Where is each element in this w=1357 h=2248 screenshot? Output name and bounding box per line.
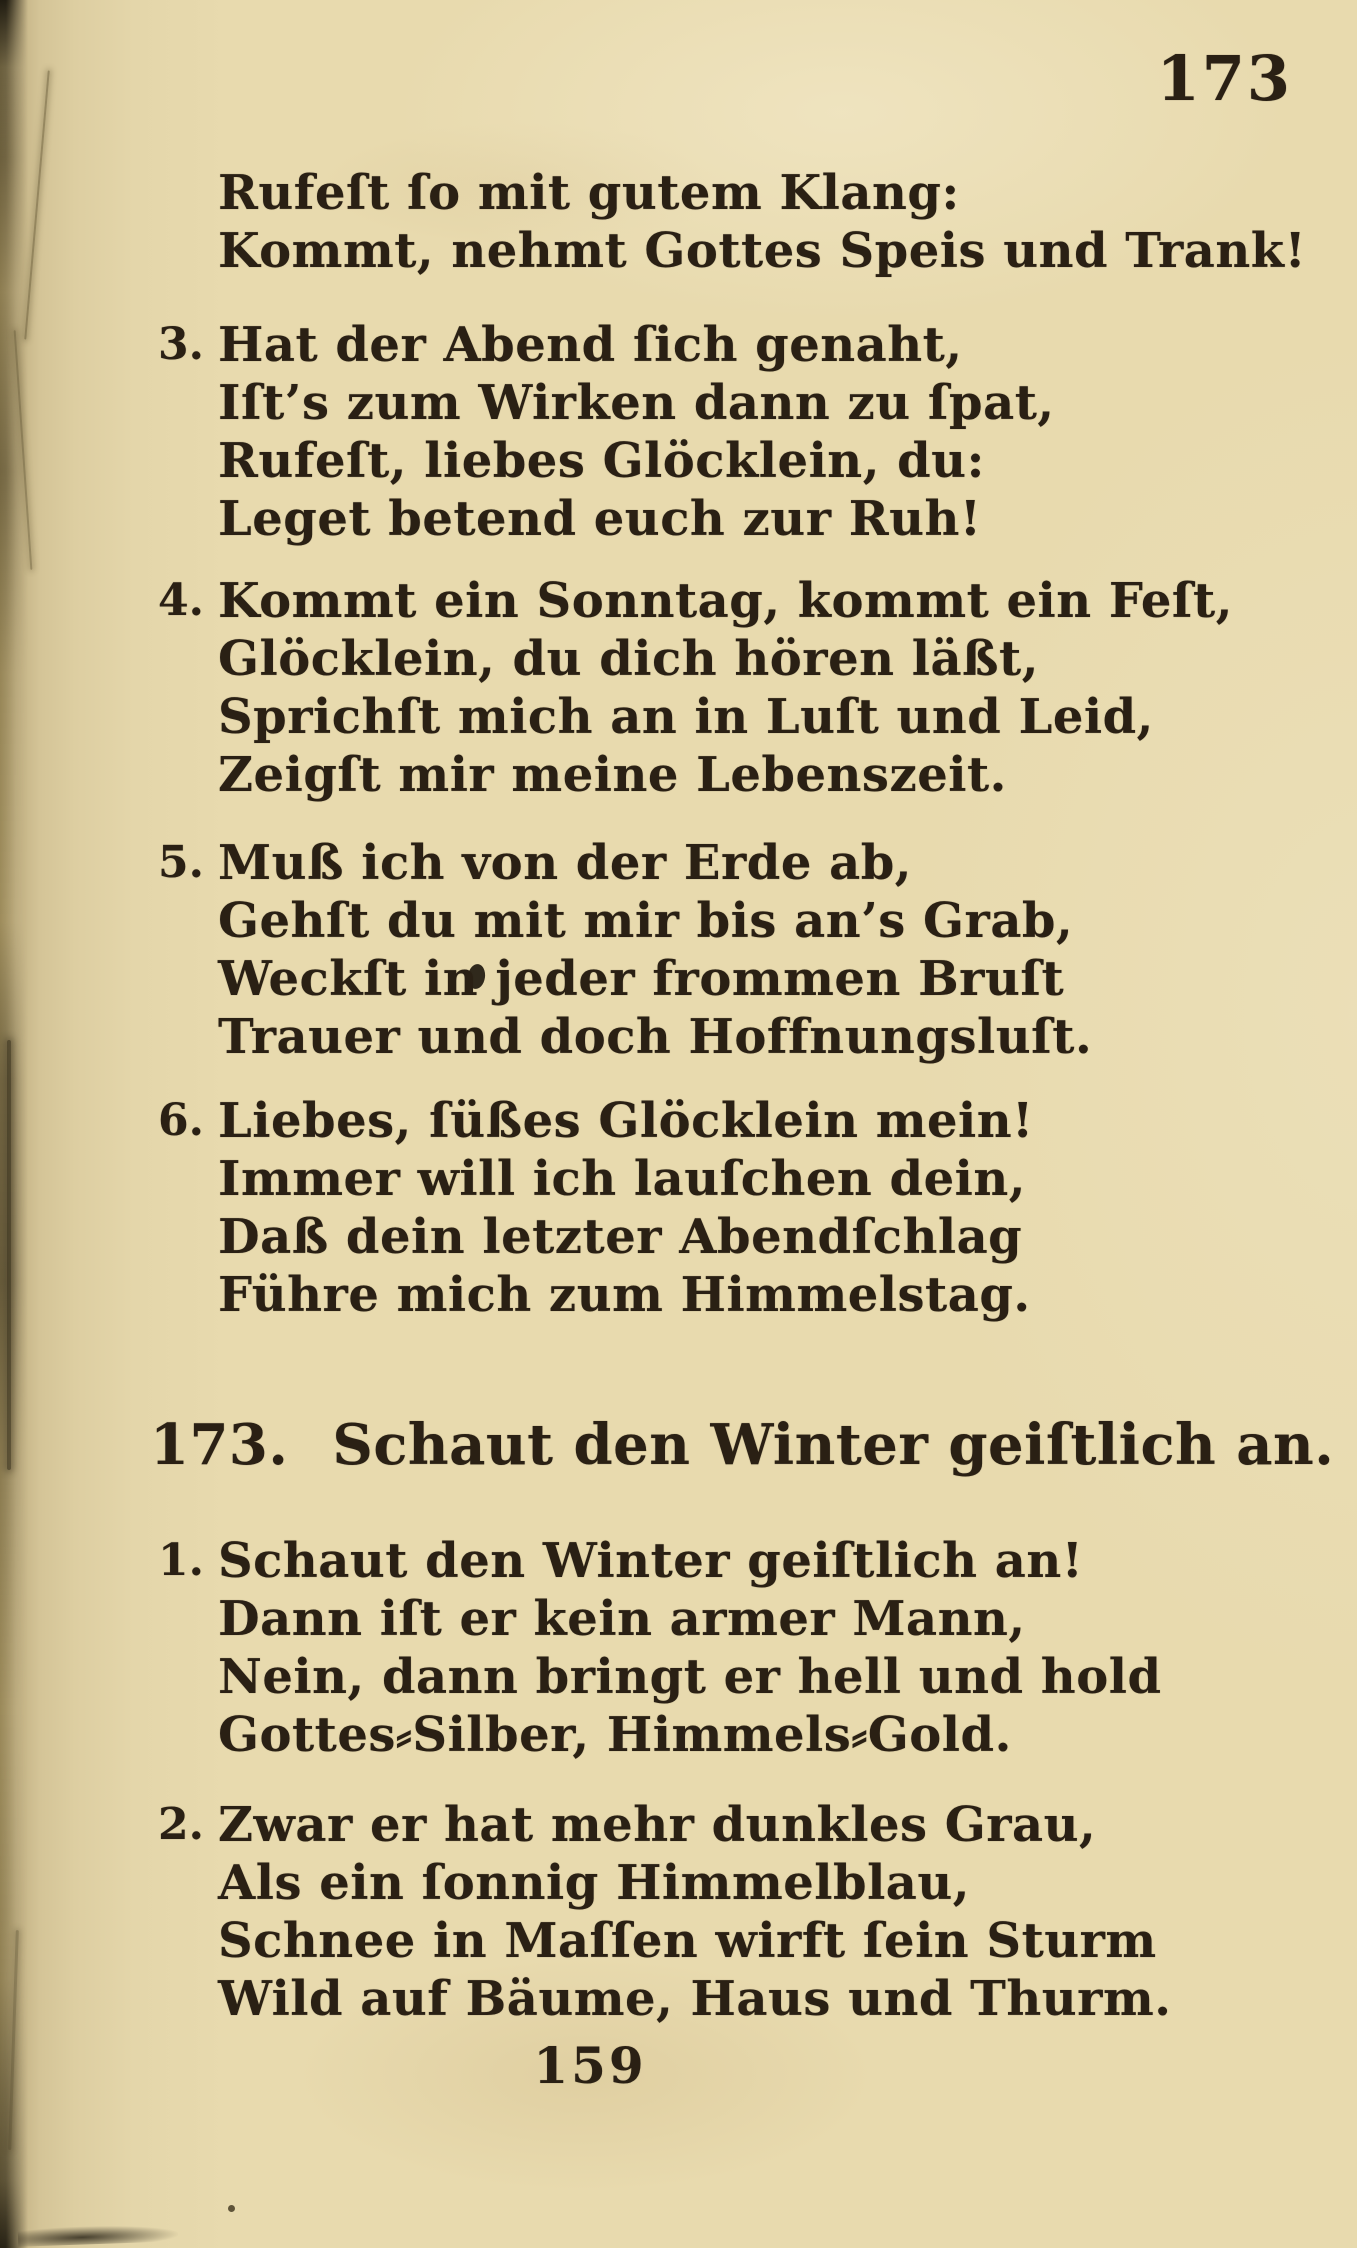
verse-line: Schnee in Maſſen wirft ſein Sturm bbox=[218, 1913, 1157, 1969]
verse-line: Nein, dann bringt er hell und hold bbox=[218, 1649, 1162, 1705]
binding-crease bbox=[24, 70, 50, 339]
verse-line: Gehſt du mit mir bis an’s Grab, bbox=[218, 893, 1074, 949]
stanza-verse-2 bbox=[158, 1796, 1171, 2028]
footer-page-number: 159 bbox=[533, 2036, 647, 2095]
verse-number: 2. bbox=[158, 1799, 204, 1850]
verse-line: Sprichſt mich an in Luſt und Leid, bbox=[218, 689, 1154, 745]
verse-number: 3. bbox=[158, 319, 204, 370]
header-page-number: 173 bbox=[1156, 42, 1292, 115]
verse-number: 1. bbox=[158, 1535, 204, 1586]
verse-line: Wild auf Bäume, Haus und Thurm. bbox=[218, 1971, 1172, 2027]
verse-line: Kommt, nehmt Gottes Speis und Trank! bbox=[218, 223, 1307, 279]
verse-line: Rufeſt, liebes Glöcklein, du: bbox=[218, 433, 985, 489]
verse-line: Als ein ſonnig Himmelblau, bbox=[218, 1855, 971, 1911]
verse-line: Führe mich zum Himmelstag. bbox=[218, 1267, 1031, 1323]
verse-line: Liebes, ſüßes Glöcklein mein! bbox=[218, 1093, 1034, 1149]
stanza-verse-4 bbox=[158, 572, 1233, 804]
verse-line: Hat der Abend ſich genaht, bbox=[218, 317, 963, 373]
verse-line: Leget betend euch zur Ruh! bbox=[218, 491, 982, 547]
verse-line: Trauer und doch Hoffnungsluſt. bbox=[218, 1009, 1093, 1065]
verse-line: Glöcklein, du dich hören läßt, bbox=[218, 631, 1039, 687]
hymn-number: 173. bbox=[150, 1412, 289, 1478]
verse-line: Iſt’s zum Wirken dann zu ſpat, bbox=[218, 375, 1055, 431]
verse-line: Dann iſt er kein armer Mann, bbox=[218, 1591, 1026, 1647]
verse-number: 5. bbox=[158, 837, 204, 888]
bottom-edge-smudge bbox=[18, 2223, 179, 2247]
stanza-continuation bbox=[218, 164, 1306, 280]
stanza-verse-5 bbox=[158, 834, 1092, 1066]
verse-line: Zwar er hat mehr dunkles Grau, bbox=[218, 1797, 1097, 1853]
hymn-title: Schaut den Winter geiſtlich an. bbox=[332, 1412, 1335, 1478]
verse-line: Muß ich von der Erde ab, bbox=[218, 835, 912, 891]
verse-line: Zeigſt mir meine Lebenszeit. bbox=[218, 747, 1007, 803]
verse-line: Kommt ein Sonntag, kommt ein Feſt, bbox=[218, 573, 1233, 629]
stanza-verse-3 bbox=[158, 316, 1055, 548]
verse-line: Schaut den Winter geiſtlich an! bbox=[218, 1533, 1084, 1589]
binding-crease bbox=[7, 1040, 11, 1470]
verse-number: 6. bbox=[158, 1095, 204, 1146]
verse-line: Gottes⸗Silber, Himmels⸗Gold. bbox=[218, 1707, 1012, 1763]
verse-line: Weckſt in jeder frommen Bruſt bbox=[218, 951, 1065, 1007]
hymn-heading bbox=[150, 1412, 1334, 1478]
stanza-verse-6 bbox=[158, 1092, 1034, 1324]
paper-speck bbox=[228, 2205, 235, 2212]
verse-number: 4. bbox=[158, 575, 204, 626]
verse-line: Daß dein letzter Abendſchlag bbox=[218, 1209, 1023, 1265]
verse-line: Immer will ich lauſchen dein, bbox=[218, 1151, 1026, 1207]
verse-line: Rufeſt ſo mit gutem Klang: bbox=[218, 165, 960, 221]
stanza-verse-1 bbox=[158, 1532, 1162, 1764]
